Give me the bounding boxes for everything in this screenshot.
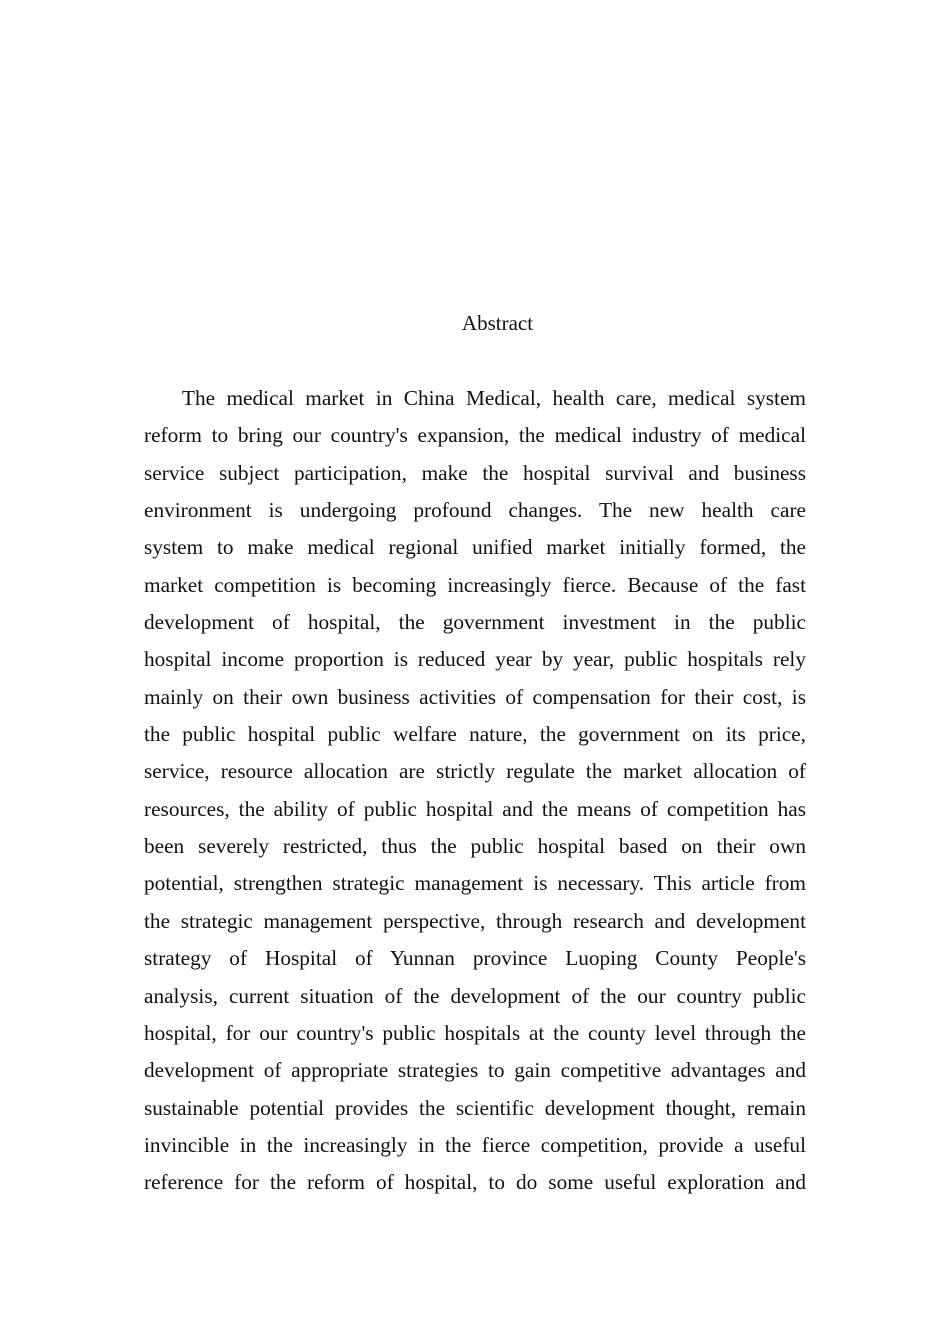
paragraph-line: service, resource allocation are strictly regulate the market allocation of <box>144 759 806 784</box>
paragraph-line: potential, strengthen strategic management is necessary. This article from <box>144 871 806 896</box>
paragraph-line: reference for the reform of hospital, to do some useful exploration and <box>144 1170 806 1195</box>
paragraph-line: hospital, for our country's public hospitals at the county level through the <box>144 1020 806 1045</box>
paragraph-line: invincible in the increasingly in the fierce competition, provide a useful <box>144 1132 806 1157</box>
paragraph-line: resources, the ability of public hospital and the means of competition has <box>144 796 806 821</box>
paragraph-line: sustainable potential provides the scientific development thought, remain <box>144 1095 806 1120</box>
paragraph-line: The medical market in China Medical, health care, medical system <box>182 386 806 410</box>
paragraph-line: the public hospital public welfare nature, the government on its price, <box>144 722 806 747</box>
paragraph-line: environment is undergoing profound changes. The new health care <box>144 498 806 523</box>
paragraph-line: system to make medical regional unified market initially formed, the <box>144 535 806 560</box>
paragraph-line: development of appropriate strategies to gain competitive advantages and <box>144 1058 806 1083</box>
paragraph-line: analysis, current situation of the development of the our country public <box>144 983 806 1008</box>
paragraph-line: strategy of Hospital of Yunnan province Luoping County People's <box>144 946 806 971</box>
paragraph-line: mainly on their own business activities of compensation for their cost, is <box>144 684 806 709</box>
paragraph-line: market competition is becoming increasingly fierce. Because of the fast <box>144 572 806 597</box>
paragraph-line: development of hospital, the government investment in the public <box>144 610 806 635</box>
paragraph-line: hospital income proportion is reduced year by year, public hospitals rely <box>144 647 806 672</box>
abstract-heading: Abstract <box>461 311 534 335</box>
paragraph-line: been severely restricted, thus the public hospital based on their own <box>144 834 806 859</box>
paragraph-line: service subject participation, make the hospital survival and business <box>144 460 806 485</box>
paragraph-line: the strategic management perspective, through research and development <box>144 908 806 933</box>
paragraph-line: reform to bring our country's expansion, the medical industry of medical <box>144 423 806 448</box>
abstract-paragraph <box>144 380 806 1202</box>
